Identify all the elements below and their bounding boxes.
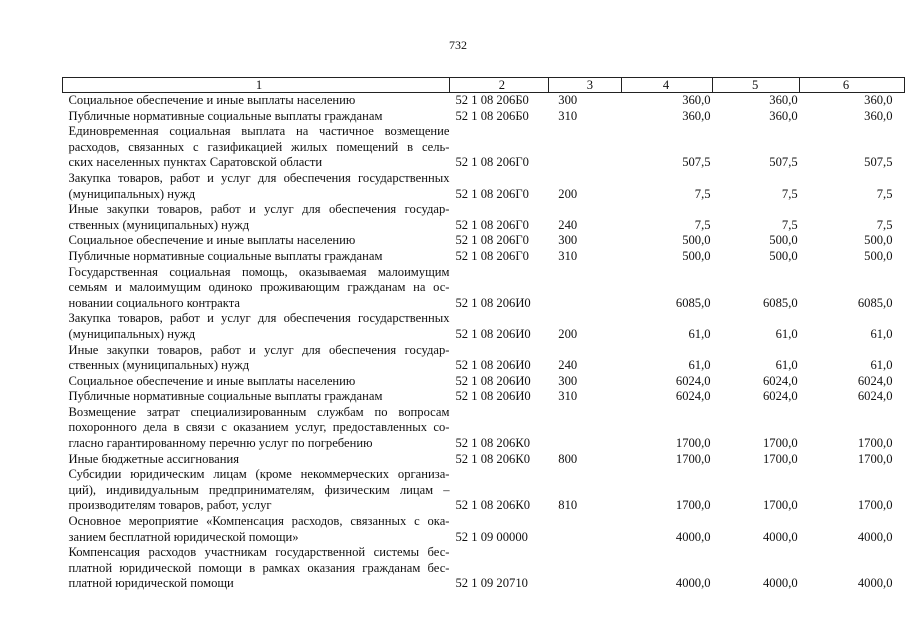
row-value-col4: 360,0 [682,93,711,107]
row-description [63,374,450,390]
description-line: ственных (муниципальных) нужд [68,217,250,232]
column-header-1: 1 [63,78,450,93]
row-value-col6: 6085,0 [857,295,893,310]
row-value-col4: 6024,0 [675,373,711,388]
description-line: Закупка товаров, работ и услуг для обеспечения государственных [68,311,450,326]
table-row [63,109,905,125]
description-line: Публичные нормативные социальные выплаты гражданам [68,108,383,123]
row-value-col5: 6085,0 [763,295,798,310]
row-code: 52 1 08 206И0 [455,326,531,341]
table-row [63,311,905,342]
description-line: ских населенных пунктах Саратовской области [68,155,323,170]
row-value-col5: 6024,0 [763,373,798,388]
row-code: 52 1 08 206Г0 [455,233,529,248]
page-number: 732 [449,38,467,52]
row-value-col4: 7,5 [694,217,711,232]
row-code: 52 1 08 206Г0 [455,186,529,201]
description-line: Социальное обеспечение и иные выплаты населению [68,373,356,388]
row-code: 52 1 08 206И0 [455,373,531,388]
row-expense-type: 310 [558,108,578,123]
row-value-col6: 4000,0 [857,576,893,591]
column-header-2: 2 [450,78,549,93]
row-value-col6: 7,5 [876,217,893,232]
row-expense-type [548,265,621,312]
row-value-col4: 500,0 [682,248,711,263]
table-row [63,467,905,514]
row-value-col5: 1700,0 [763,498,798,513]
table-row [63,405,905,452]
row-expense-type: 300 [558,233,578,248]
table-row [63,514,905,545]
row-value-col4: 6024,0 [675,389,711,404]
table-row [63,249,905,265]
row-description [63,109,450,125]
row-expense-type: 810 [558,498,578,513]
row-expense-type [548,514,621,545]
description-line: Основное мероприятие «Компенсация расходов, связанных с ока- [68,514,450,529]
column-header-4: 4 [622,78,713,93]
column-number-row [63,78,905,93]
column-header-6: 6 [800,78,905,93]
row-value-col4: 507,5 [682,155,711,170]
row-description [63,93,450,109]
row-value-col6: 500,0 [864,248,893,263]
row-code: 52 1 09 20710 [455,576,528,591]
row-value-col5: 500,0 [769,233,798,248]
description-line: Государственная социальная помощь, оказываемая малоимущим [68,264,450,279]
row-expense-type: 240 [558,217,578,232]
row-value-col4: 500,0 [682,233,711,248]
row-description [63,202,450,233]
description-line: похоронного дела в связи с оказанием услуг, предоставленных со- [68,420,450,435]
row-value-col6: 7,5 [876,186,893,201]
row-code: 52 1 08 206Б0 [455,93,529,107]
row-description [63,467,450,514]
row-value-col5: 360,0 [769,108,798,123]
description-line: семьям и малоимущим одиноко проживающим гражданам на ос- [68,280,450,295]
row-value-col6: 61,0 [870,358,893,373]
row-expense-type [548,124,621,171]
row-description [63,343,450,374]
table-row [63,265,905,312]
table-row [63,171,905,202]
table-row [63,389,905,405]
row-value-col6: 4000,0 [857,529,893,544]
row-value-col6: 1700,0 [857,498,893,513]
description-line: ственных (муниципальных) нужд [68,358,250,373]
row-value-col5: 4000,0 [763,529,798,544]
row-value-col6: 360,0 [864,108,893,123]
description-line: Публичные нормативные социальные выплаты гражданам [68,389,383,404]
row-expense-type: 310 [558,248,578,263]
table-row [63,233,905,249]
row-code: 52 1 08 206И0 [455,358,531,373]
table-row [63,124,905,171]
table-row [63,374,905,390]
description-line: расходов, связанных с газификацией жилых помещений в сель- [68,139,450,154]
row-expense-type: 200 [558,186,578,201]
row-value-col6: 6024,0 [857,373,893,388]
table-row [63,545,905,592]
row-value-col5: 1700,0 [763,436,798,451]
row-value-col5: 4000,0 [763,576,798,591]
description-line: платной юридической помощи в рамках оказания гражданам бес- [68,560,450,575]
table-row [63,452,905,468]
row-expense-type [548,545,621,592]
row-value-col4: 7,5 [694,186,711,201]
description-line: занием бесплатной юридической помощи» [68,529,299,544]
row-value-col5: 500,0 [769,248,798,263]
row-value-col5: 507,5 [769,155,798,170]
row-description [63,124,450,171]
row-value-col6: 6024,0 [857,389,893,404]
row-expense-type: 310 [558,389,578,404]
row-value-col6: 507,5 [864,155,893,170]
description-line: Возмещение затрат специализированным службам по вопросам [68,404,450,419]
row-code: 52 1 09 00000 [455,529,528,544]
description-line: Социальное обеспечение и иные выплаты населению [68,93,356,107]
description-line: гласно гарантированному перечню услуг по погребению [68,436,373,451]
row-description [63,389,450,405]
row-value-col5: 61,0 [775,358,798,373]
row-expense-type [548,405,621,452]
row-code: 52 1 08 206К0 [455,451,531,466]
row-value-col5: 7,5 [781,217,798,232]
row-description [63,514,450,545]
row-value-col4: 1700,0 [675,498,711,513]
row-expense-type: 800 [558,451,578,466]
column-header-5: 5 [713,78,800,93]
description-line: новании социального контракта [68,295,240,310]
row-description [63,405,450,452]
description-line: Субсидии юридическим лицам (кроме некоммерческих организа- [68,467,450,482]
row-value-col5: 7,5 [781,186,798,201]
row-code: 52 1 08 206И0 [455,389,531,404]
row-code: 52 1 08 206И0 [455,295,531,310]
description-line: производителям товаров, работ, услуг [68,498,272,513]
table-row [63,343,905,374]
row-value-col5: 61,0 [775,326,798,341]
description-line: Иные закупки товаров, работ и услуг для обеспечения государ- [68,202,450,217]
row-code: 52 1 08 206К0 [455,498,531,513]
row-value-col4: 1700,0 [675,436,711,451]
budget-table [62,77,905,592]
row-code: 52 1 08 206Б0 [455,108,529,123]
row-value-col4: 61,0 [688,326,711,341]
row-description [63,249,450,265]
row-code: 52 1 08 206Г0 [455,248,529,263]
table-row [63,202,905,233]
row-description [63,545,450,592]
row-value-col6: 1700,0 [857,436,893,451]
row-value-col5: 360,0 [769,93,798,107]
table-row [63,93,905,109]
description-line: (муниципальных) нужд [68,186,196,201]
row-value-col4: 6085,0 [675,295,711,310]
row-value-col6: 360,0 [864,93,893,107]
row-value-col6: 500,0 [864,233,893,248]
row-value-col4: 1700,0 [675,451,711,466]
description-line: (муниципальных) нужд [68,326,196,341]
row-expense-type: 240 [558,358,578,373]
description-line: Закупка товаров, работ и услуг для обеспечения государственных [68,170,450,185]
description-line: Иные закупки товаров, работ и услуг для обеспечения государ- [68,342,450,357]
row-expense-type: 200 [558,326,578,341]
row-value-col4: 4000,0 [675,529,711,544]
row-value-col4: 4000,0 [675,576,711,591]
row-value-col5: 6024,0 [763,389,798,404]
row-code: 52 1 08 206Г0 [455,155,529,170]
row-description [63,171,450,202]
row-value-col4: 61,0 [688,358,711,373]
description-line: Компенсация расходов участникам государственной системы бес- [68,545,450,560]
column-header-3: 3 [548,78,621,93]
row-value-col6: 61,0 [870,326,893,341]
row-description [63,452,450,468]
row-value-col4: 360,0 [682,108,711,123]
row-expense-type: 300 [558,93,578,107]
row-description [63,233,450,249]
description-line: платной юридической помощи [68,576,234,591]
description-line: ций), индивидуальным предпринимателям, физическим лицам – [68,482,450,497]
description-line: Иные бюджетные ассигнования [68,451,240,466]
row-description [63,311,450,342]
description-line: Единовременная социальная выплата на частичное возмещение [68,124,450,139]
row-value-col5: 1700,0 [763,451,798,466]
description-line: Публичные нормативные социальные выплаты гражданам [68,248,383,263]
row-description [63,265,450,312]
description-line: Социальное обеспечение и иные выплаты населению [68,233,356,248]
row-code: 52 1 08 206К0 [455,436,531,451]
row-value-col6: 1700,0 [857,451,893,466]
row-code: 52 1 08 206Г0 [455,217,529,232]
row-expense-type: 300 [558,373,578,388]
